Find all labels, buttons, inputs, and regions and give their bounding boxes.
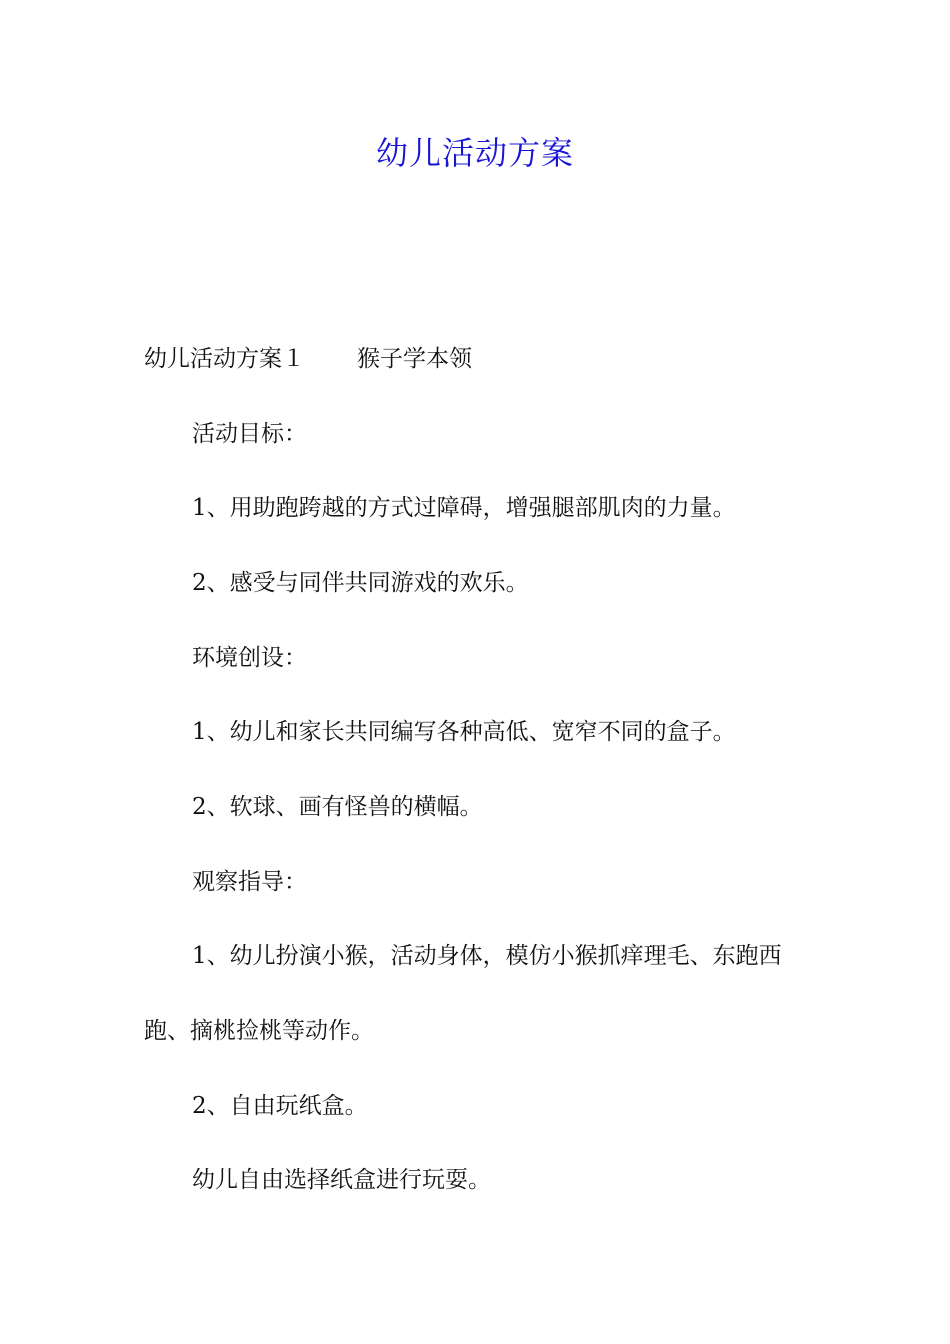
paragraph-goal-2: 2、感受与同伴共同游戏的欢乐。 [192, 570, 529, 596]
paragraph-observation-1: 1、幼儿扮演小猴，活动身体，模仿小猴抓痒理毛、东跑西 [192, 943, 782, 969]
paragraph-free-play: 幼儿自由选择纸盒进行玩耍。 [192, 1167, 491, 1193]
document-title: 幼儿活动方案 [375, 134, 574, 172]
paragraph-environment-heading: 环境创设： [192, 645, 307, 671]
paragraph-environment-1: 1、幼儿和家长共同编写各种高低、宽窄不同的盒子。 [192, 719, 736, 745]
paragraph-observation-1-continued: 跑、摘桃捡桃等动作。 [144, 1018, 374, 1044]
paragraph-environment-2: 2、软球、画有怪兽的横幅。 [192, 794, 483, 820]
paragraph-goal-1: 1、用助跑跨越的方式过障碍，增强腿部肌肉的力量。 [192, 495, 736, 521]
section-heading-subject: 猴子学本领 [357, 346, 472, 372]
paragraph-observation-heading: 观察指导： [192, 869, 307, 895]
section-heading [144, 343, 472, 375]
paragraph-observation-2: 2、自由玩纸盒。 [192, 1093, 368, 1119]
section-heading-label: 幼儿活动方案１ [144, 346, 305, 372]
paragraph-activity-goals-heading: 活动目标： [192, 421, 307, 447]
